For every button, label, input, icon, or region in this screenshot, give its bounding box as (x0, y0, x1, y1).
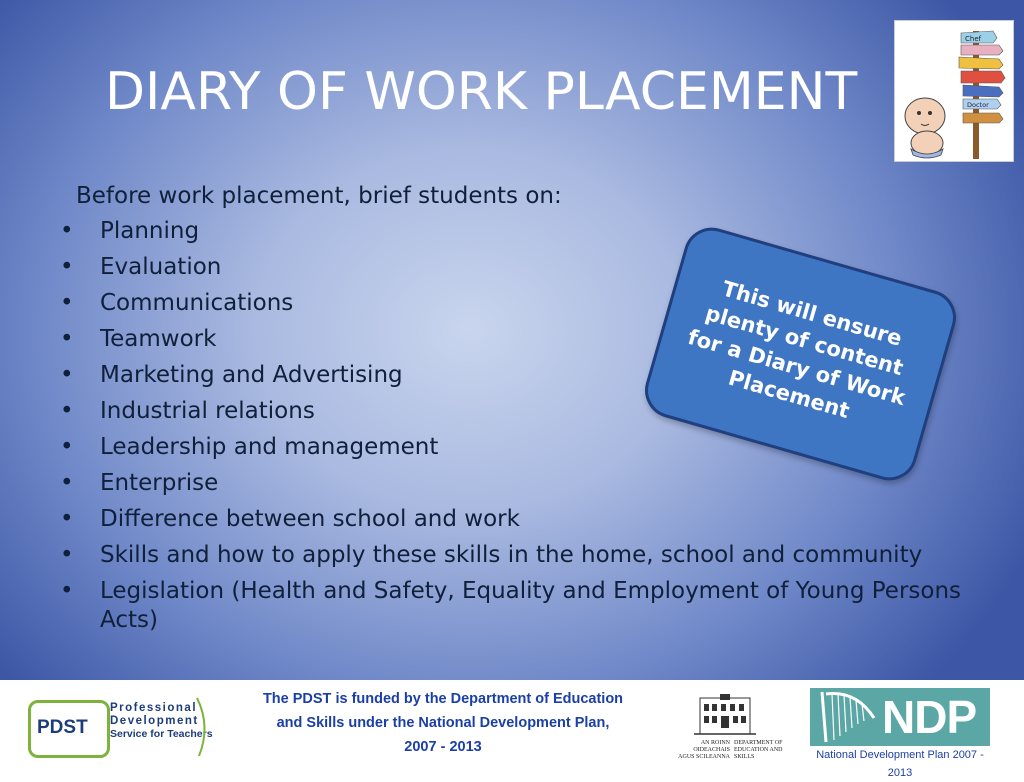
footer (0, 680, 1024, 779)
list-item: • Evaluation (60, 253, 990, 282)
ndp-caption: National Development Plan 2007 - 2013 (810, 746, 990, 764)
ndp-logo-text: NDP (882, 691, 977, 743)
pdst-logo-box (28, 700, 110, 758)
list-item: • Planning (60, 217, 990, 246)
sign-label-chef: Chef (965, 35, 982, 43)
doe-logo-irish: AN ROINN OIDEACHAIS AGUS SCILEANNA (678, 740, 730, 760)
callout-text: This will ensure plenty of content for a Diary of Work Placement (685, 276, 909, 424)
list-item: • Leadership and management (60, 433, 990, 462)
pdst-logo (28, 692, 213, 758)
harp-icon (812, 688, 882, 746)
pdst-logo-line: Service for Teachers (110, 728, 213, 740)
pdst-logo-abbrev: PDST (37, 717, 88, 738)
list-item: • Marketing and Advertising (60, 361, 990, 390)
list-item: • Teamwork (60, 325, 990, 354)
list-item: • Enterprise (60, 469, 990, 498)
list-item: • Communications (60, 289, 990, 318)
department-of-education-logo (678, 692, 788, 758)
ndp-logo (810, 688, 990, 779)
doe-logo-english: DEPARTMENT OF EDUCATION AND SKILLS (734, 740, 783, 760)
government-building-icon (678, 692, 788, 738)
list-item: • Difference between school and work (60, 505, 990, 534)
pdst-logo-line: Professional (110, 702, 198, 714)
funding-statement: The PDST is funded by the Department of Education and Skills under the National Development Plan, 2007 - 2013 (262, 691, 624, 755)
list-item: • Skills and how to apply these skills in the home, school and community (60, 541, 990, 570)
intro-text: Before work placement, brief students on: (76, 183, 562, 209)
baby-signpost-icon (894, 20, 1014, 162)
pdst-swoosh-icon (193, 696, 213, 758)
sign-label-doctor: Doctor (967, 101, 989, 109)
slide-title: DIARY OF WORK PLACEMENT (105, 62, 858, 122)
list-item: • Legislation (Health and Safety, Equality and Employment of Young Persons Acts) (60, 577, 990, 635)
list-item: • Industrial relations (60, 397, 990, 426)
pdst-logo-line: Development (110, 715, 199, 727)
